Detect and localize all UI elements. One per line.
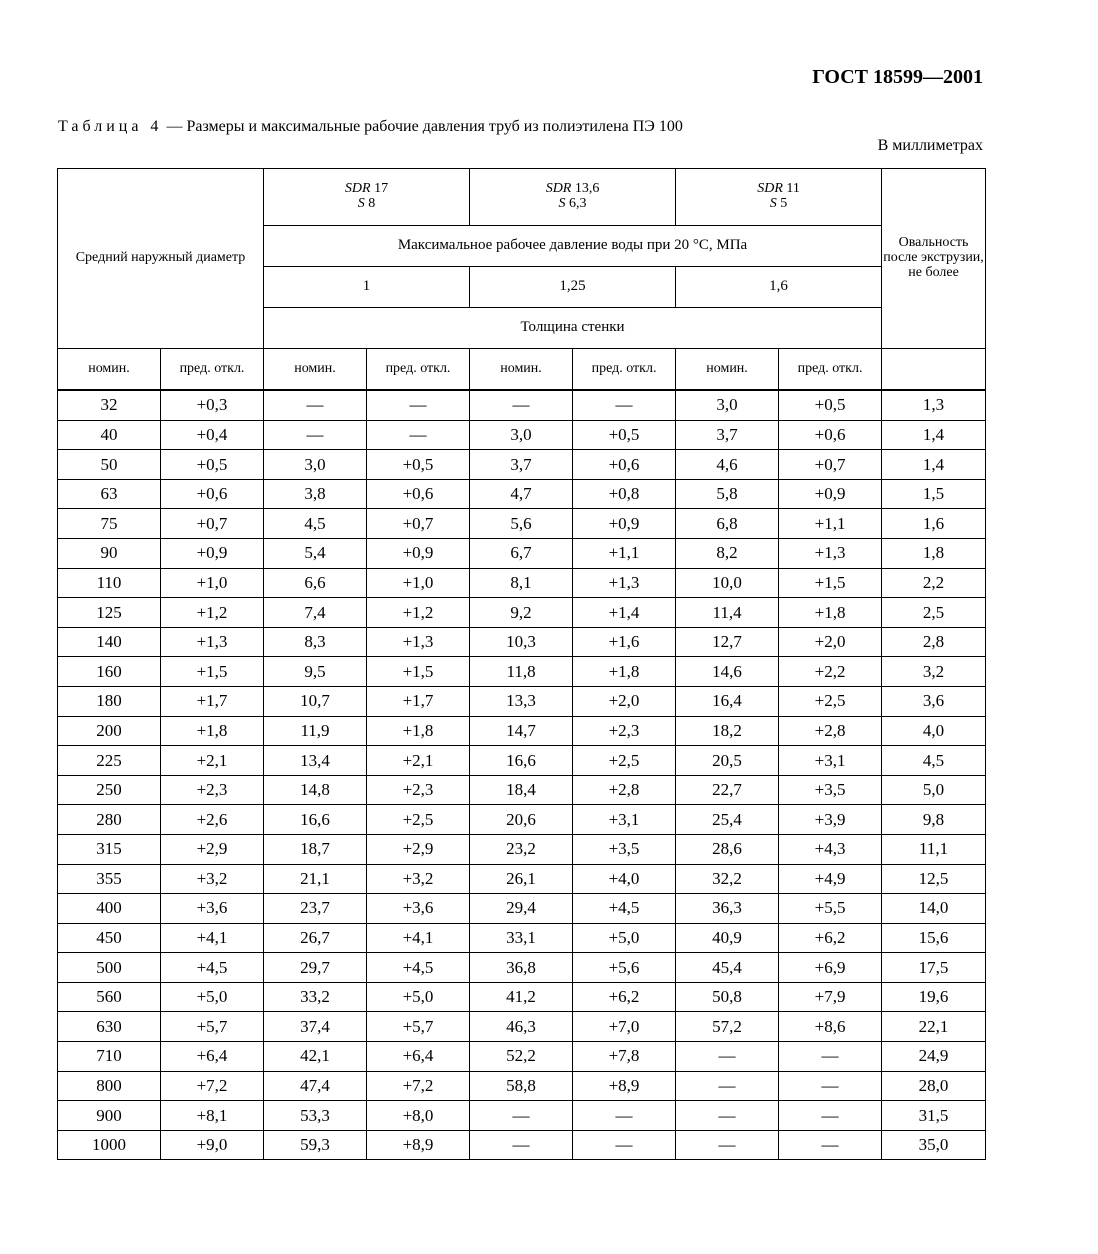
sdr17-wall-nominal: 53,3 [264, 1101, 367, 1131]
s-value: 5 [776, 196, 788, 211]
sdr17-wall-nominal: 33,2 [264, 982, 367, 1012]
sdr17-wall-tolerance: +3,6 [367, 894, 470, 924]
diameter-tolerance: +4,5 [161, 953, 264, 983]
sdr-value: 13,6 [571, 181, 600, 197]
sdr13-6-wall-nominal: 14,7 [470, 716, 573, 746]
table-row [58, 568, 986, 598]
standard-number: ГОСТ 18599—2001 [812, 66, 983, 88]
sdr17-wall-nominal: 47,4 [264, 1071, 367, 1101]
diameter-nominal: 110 [58, 568, 161, 598]
table-caption-text: — Размеры и максимальные рабочие давления труб из полиэтилена ПЭ 100 [162, 118, 683, 135]
sdr13-6-wall-tolerance: +7,8 [573, 1042, 676, 1072]
s-label: S [769, 196, 777, 211]
sdr17-wall-nominal: 10,7 [264, 686, 367, 716]
diameter-nominal: 1000 [58, 1130, 161, 1160]
diameter-nominal: 250 [58, 775, 161, 805]
ovality-value: 1,5 [882, 479, 986, 509]
sdr13-6-wall-tolerance: +2,3 [573, 716, 676, 746]
diameter-tolerance: +1,8 [161, 716, 264, 746]
diameter-tolerance: +5,7 [161, 1012, 264, 1042]
sdr13-6-wall-tolerance: +0,6 [573, 450, 676, 480]
diameter-nominal: 200 [58, 716, 161, 746]
sdr17-wall-nominal: 4,5 [264, 509, 367, 539]
diameter-header: Средний наружный диаметр [58, 169, 264, 349]
sdr11-wall-nominal: 45,4 [676, 953, 779, 983]
sdr13-6-wall-nominal: 6,7 [470, 538, 573, 568]
table-row [58, 1071, 986, 1101]
diameter-nominal: 140 [58, 627, 161, 657]
s-label: S [558, 196, 566, 211]
sdr11-wall-tolerance: +4,9 [779, 864, 882, 894]
sdr13-6-wall-tolerance: +4,0 [573, 864, 676, 894]
sdr17-wall-tolerance: — [367, 420, 470, 450]
diameter-nominal: 800 [58, 1071, 161, 1101]
diameter-tolerance: +6,4 [161, 1042, 264, 1072]
diameter-nominal: 710 [58, 1042, 161, 1072]
table-row [58, 420, 986, 450]
sdr17-wall-nominal: 14,8 [264, 775, 367, 805]
diameter-tolerance: +1,7 [161, 686, 264, 716]
sdr17-wall-tolerance: +2,5 [367, 805, 470, 835]
sdr17-wall-nominal: 13,4 [264, 746, 367, 776]
diameter-nominal: 630 [58, 1012, 161, 1042]
diameter-nominal: 180 [58, 686, 161, 716]
sdr17-wall-tolerance: +3,2 [367, 864, 470, 894]
sdr17-wall-tolerance: +0,6 [367, 479, 470, 509]
sdr11-wall-tolerance: +2,8 [779, 716, 882, 746]
sdr13-6-wall-tolerance: +0,8 [573, 479, 676, 509]
sdr17-wall-nominal: 9,5 [264, 657, 367, 687]
sub-header-nominal: номин. [676, 349, 779, 391]
sdr13-6-wall-nominal: 5,6 [470, 509, 573, 539]
sdr11-wall-nominal: 22,7 [676, 775, 779, 805]
diameter-tolerance: +2,6 [161, 805, 264, 835]
table-row [58, 805, 986, 835]
diameter-nominal: 63 [58, 479, 161, 509]
sdr-group-header [264, 169, 470, 226]
table-row [58, 864, 986, 894]
sdr11-wall-nominal: — [676, 1101, 779, 1131]
sdr13-6-wall-tolerance: +0,9 [573, 509, 676, 539]
sdr11-wall-tolerance: +3,5 [779, 775, 882, 805]
sdr17-wall-nominal: 37,4 [264, 1012, 367, 1042]
sdr13-6-wall-nominal: 23,2 [470, 834, 573, 864]
sdr13-6-wall-tolerance: +7,0 [573, 1012, 676, 1042]
diameter-tolerance: +7,2 [161, 1071, 264, 1101]
sdr11-wall-tolerance: — [779, 1130, 882, 1160]
table-caption [58, 118, 683, 136]
ovality-value: 5,0 [882, 775, 986, 805]
diameter-tolerance: +9,0 [161, 1130, 264, 1160]
table-row [58, 923, 986, 953]
diameter-nominal: 560 [58, 982, 161, 1012]
sdr13-6-wall-tolerance: +1,1 [573, 538, 676, 568]
sdr11-wall-tolerance: — [779, 1101, 882, 1131]
sdr17-wall-tolerance: +1,7 [367, 686, 470, 716]
ovality-value: 2,8 [882, 627, 986, 657]
sdr17-wall-tolerance: +2,1 [367, 746, 470, 776]
sdr13-6-wall-tolerance: +1,6 [573, 627, 676, 657]
pressure-value: 1 [264, 267, 470, 308]
sdr11-wall-tolerance: +8,6 [779, 1012, 882, 1042]
ovality-value: 15,6 [882, 923, 986, 953]
diameter-tolerance: +0,9 [161, 538, 264, 568]
sdr11-wall-tolerance: +5,5 [779, 894, 882, 924]
diameter-tolerance: +3,2 [161, 864, 264, 894]
sdr11-wall-nominal: 3,7 [676, 420, 779, 450]
sdr17-wall-nominal: — [264, 390, 367, 420]
sdr13-6-wall-nominal: 10,3 [470, 627, 573, 657]
sdr11-wall-nominal: 57,2 [676, 1012, 779, 1042]
sdr11-wall-nominal: 4,6 [676, 450, 779, 480]
table-row [58, 834, 986, 864]
sdr17-wall-nominal: 3,8 [264, 479, 367, 509]
sdr11-wall-tolerance: — [779, 1071, 882, 1101]
table-row [58, 716, 986, 746]
sdr11-wall-tolerance: +0,7 [779, 450, 882, 480]
sdr11-wall-nominal: 6,8 [676, 509, 779, 539]
table-row [58, 538, 986, 568]
table-row [58, 1130, 986, 1160]
sdr13-6-wall-nominal: 26,1 [470, 864, 573, 894]
table-caption-prefix: Таблица 4 [58, 118, 163, 135]
ovality-value: 4,5 [882, 746, 986, 776]
table-row [58, 390, 986, 420]
diameter-nominal: 400 [58, 894, 161, 924]
sdr11-wall-tolerance: +4,3 [779, 834, 882, 864]
sdr13-6-wall-nominal: 18,4 [470, 775, 573, 805]
sdr13-6-wall-tolerance: +2,0 [573, 686, 676, 716]
sdr17-wall-nominal: — [264, 420, 367, 450]
sdr11-wall-nominal: 16,4 [676, 686, 779, 716]
sdr13-6-wall-nominal: 16,6 [470, 746, 573, 776]
sdr17-wall-nominal: 11,9 [264, 716, 367, 746]
ovality-value: 12,5 [882, 864, 986, 894]
sdr17-wall-tolerance: +1,3 [367, 627, 470, 657]
table-row [58, 657, 986, 687]
ovality-value: 19,6 [882, 982, 986, 1012]
ovality-value: 1,4 [882, 420, 986, 450]
pressure-header: Максимальное рабочее давление воды при 20 °С, МПа [264, 226, 882, 267]
sdr11-wall-nominal: 40,9 [676, 923, 779, 953]
pipe-dimensions-table [57, 168, 986, 1160]
sub-header-nominal: номин. [470, 349, 573, 391]
sdr17-wall-tolerance: +0,7 [367, 509, 470, 539]
sdr17-wall-tolerance: +1,2 [367, 598, 470, 628]
ovality-value: 9,8 [882, 805, 986, 835]
ovality-value: 3,6 [882, 686, 986, 716]
diameter-tolerance: +1,0 [161, 568, 264, 598]
sdr17-wall-nominal: 59,3 [264, 1130, 367, 1160]
table-body [58, 390, 986, 1160]
sdr11-wall-tolerance: +0,6 [779, 420, 882, 450]
sdr11-wall-nominal: 20,5 [676, 746, 779, 776]
sdr13-6-wall-tolerance: — [573, 390, 676, 420]
table-row [58, 1042, 986, 1072]
wall-thickness-header: Толщина стенки [264, 308, 882, 349]
sdr17-wall-tolerance: +4,1 [367, 923, 470, 953]
sdr17-wall-nominal: 16,6 [264, 805, 367, 835]
sdr11-wall-tolerance: +3,9 [779, 805, 882, 835]
sdr11-wall-tolerance: +0,9 [779, 479, 882, 509]
ovality-value: 17,5 [882, 953, 986, 983]
sdr13-6-wall-tolerance: +6,2 [573, 982, 676, 1012]
sdr11-wall-tolerance: +0,5 [779, 390, 882, 420]
sdr17-wall-tolerance: +1,5 [367, 657, 470, 687]
sdr17-wall-nominal: 26,7 [264, 923, 367, 953]
sub-header-tolerance: пред. откл. [573, 349, 676, 391]
sdr-label: SDR [344, 181, 371, 197]
diameter-tolerance: +2,1 [161, 746, 264, 776]
sdr17-wall-tolerance: +6,4 [367, 1042, 470, 1072]
ovality-value: 1,8 [882, 538, 986, 568]
sdr-label: SDR [545, 181, 572, 197]
diameter-nominal: 500 [58, 953, 161, 983]
diameter-nominal: 75 [58, 509, 161, 539]
diameter-tolerance: +1,5 [161, 657, 264, 687]
sdr13-6-wall-nominal: 3,7 [470, 450, 573, 480]
sdr17-wall-nominal: 21,1 [264, 864, 367, 894]
diameter-tolerance: +0,5 [161, 450, 264, 480]
sdr17-wall-nominal: 8,3 [264, 627, 367, 657]
ovality-value: 11,1 [882, 834, 986, 864]
sdr17-wall-nominal: 5,4 [264, 538, 367, 568]
sdr13-6-wall-tolerance: +1,8 [573, 657, 676, 687]
table-row [58, 1101, 986, 1131]
diameter-tolerance: +1,2 [161, 598, 264, 628]
sdr17-wall-tolerance: +8,9 [367, 1130, 470, 1160]
diameter-tolerance: +1,3 [161, 627, 264, 657]
sdr11-wall-tolerance: +6,9 [779, 953, 882, 983]
sdr13-6-wall-nominal: — [470, 1130, 573, 1160]
sdr13-6-wall-tolerance: +4,5 [573, 894, 676, 924]
sdr-label: SDR [757, 181, 783, 197]
table-row [58, 982, 986, 1012]
sdr13-6-wall-nominal: 36,8 [470, 953, 573, 983]
diameter-nominal: 125 [58, 598, 161, 628]
s-value: 6,3 [565, 196, 587, 211]
sdr17-wall-nominal: 42,1 [264, 1042, 367, 1072]
diameter-tolerance: +0,7 [161, 509, 264, 539]
diameter-nominal: 900 [58, 1101, 161, 1131]
sdr17-wall-tolerance: +2,9 [367, 834, 470, 864]
ovality-header: Овальность после экструзии, не более [882, 169, 986, 349]
table-row [58, 953, 986, 983]
diameter-tolerance: +3,6 [161, 894, 264, 924]
ovality-value: 14,0 [882, 894, 986, 924]
sdr17-wall-tolerance: +5,7 [367, 1012, 470, 1042]
sdr17-wall-tolerance: +4,5 [367, 953, 470, 983]
sdr17-wall-nominal: 7,4 [264, 598, 367, 628]
sdr11-wall-nominal: 32,2 [676, 864, 779, 894]
sdr13-6-wall-tolerance: +1,3 [573, 568, 676, 598]
sdr-value: 17 [370, 181, 389, 197]
ovality-header-spacer [882, 349, 986, 391]
diameter-tolerance: +5,0 [161, 982, 264, 1012]
sdr11-wall-nominal: — [676, 1130, 779, 1160]
ovality-value: 1,3 [882, 390, 986, 420]
sdr11-wall-nominal: 8,2 [676, 538, 779, 568]
sdr13-6-wall-nominal: 11,8 [470, 657, 573, 687]
sdr13-6-wall-nominal: 9,2 [470, 598, 573, 628]
diameter-nominal: 280 [58, 805, 161, 835]
diameter-tolerance: +4,1 [161, 923, 264, 953]
sdr11-wall-tolerance: +6,2 [779, 923, 882, 953]
sdr-group-header [470, 169, 676, 226]
table-row [58, 746, 986, 776]
table-row [58, 450, 986, 480]
diameter-nominal: 40 [58, 420, 161, 450]
diameter-nominal: 450 [58, 923, 161, 953]
sdr13-6-wall-tolerance: +2,8 [573, 775, 676, 805]
sdr13-6-wall-nominal: 52,2 [470, 1042, 573, 1072]
ovality-value: 35,0 [882, 1130, 986, 1160]
sdr11-wall-nominal: 5,8 [676, 479, 779, 509]
sdr11-wall-tolerance: +2,5 [779, 686, 882, 716]
ovality-value: 1,4 [882, 450, 986, 480]
sdr13-6-wall-nominal: 33,1 [470, 923, 573, 953]
sdr17-wall-tolerance: +0,5 [367, 450, 470, 480]
sdr11-wall-nominal: — [676, 1071, 779, 1101]
sub-header-tolerance: пред. откл. [779, 349, 882, 391]
table-row [58, 1012, 986, 1042]
sdr17-wall-tolerance: +2,3 [367, 775, 470, 805]
sdr17-wall-nominal: 23,7 [264, 894, 367, 924]
sdr11-wall-nominal: 11,4 [676, 598, 779, 628]
ovality-value: 28,0 [882, 1071, 986, 1101]
ovality-value: 22,1 [882, 1012, 986, 1042]
sdr11-wall-nominal: 18,2 [676, 716, 779, 746]
diameter-nominal: 32 [58, 390, 161, 420]
sdr13-6-wall-nominal: — [470, 1101, 573, 1131]
sdr17-wall-nominal: 3,0 [264, 450, 367, 480]
ovality-value: 2,5 [882, 598, 986, 628]
sdr13-6-wall-tolerance: — [573, 1130, 676, 1160]
sub-header-nominal: номин. [264, 349, 367, 391]
sdr13-6-wall-tolerance: +2,5 [573, 746, 676, 776]
ovality-value: 4,0 [882, 716, 986, 746]
table-row [58, 627, 986, 657]
sdr11-wall-nominal: 14,6 [676, 657, 779, 687]
s-label: S [357, 196, 365, 211]
s-value: 8 [364, 196, 376, 211]
sdr11-wall-tolerance: +1,3 [779, 538, 882, 568]
sdr13-6-wall-nominal: — [470, 390, 573, 420]
diameter-nominal: 50 [58, 450, 161, 480]
diameter-nominal: 225 [58, 746, 161, 776]
sdr11-wall-nominal: 10,0 [676, 568, 779, 598]
sdr17-wall-nominal: 6,6 [264, 568, 367, 598]
ovality-value: 1,6 [882, 509, 986, 539]
ovality-value: 24,9 [882, 1042, 986, 1072]
diameter-nominal: 160 [58, 657, 161, 687]
diameter-tolerance: +2,3 [161, 775, 264, 805]
sdr11-wall-nominal: 12,7 [676, 627, 779, 657]
sub-header-tolerance: пред. откл. [161, 349, 264, 391]
sdr13-6-wall-tolerance: +5,0 [573, 923, 676, 953]
diameter-nominal: 90 [58, 538, 161, 568]
diameter-tolerance: +0,4 [161, 420, 264, 450]
sdr11-wall-tolerance: +3,1 [779, 746, 882, 776]
pressure-value: 1,6 [676, 267, 882, 308]
sdr13-6-wall-nominal: 3,0 [470, 420, 573, 450]
sdr11-wall-tolerance: +1,1 [779, 509, 882, 539]
sdr11-wall-nominal: 28,6 [676, 834, 779, 864]
sdr13-6-wall-tolerance: +3,5 [573, 834, 676, 864]
sdr13-6-wall-tolerance: +8,9 [573, 1071, 676, 1101]
sdr17-wall-tolerance: +1,0 [367, 568, 470, 598]
sdr-value: 11 [782, 181, 800, 197]
sdr11-wall-nominal: 36,3 [676, 894, 779, 924]
ovality-value: 31,5 [882, 1101, 986, 1131]
diameter-tolerance: +0,3 [161, 390, 264, 420]
ovality-value: 3,2 [882, 657, 986, 687]
sdr11-wall-nominal: 25,4 [676, 805, 779, 835]
sdr17-wall-nominal: 29,7 [264, 953, 367, 983]
sdr17-wall-tolerance: +7,2 [367, 1071, 470, 1101]
sdr13-6-wall-tolerance: +3,1 [573, 805, 676, 835]
table-row [58, 686, 986, 716]
sdr13-6-wall-tolerance: — [573, 1101, 676, 1131]
sdr11-wall-nominal: 50,8 [676, 982, 779, 1012]
sdr17-wall-tolerance: +1,8 [367, 716, 470, 746]
sub-header-nominal: номин. [58, 349, 161, 391]
sdr13-6-wall-nominal: 13,3 [470, 686, 573, 716]
sdr17-wall-tolerance: — [367, 390, 470, 420]
units-note: В миллиметрах [877, 137, 983, 154]
table-row [58, 775, 986, 805]
sdr13-6-wall-tolerance: +1,4 [573, 598, 676, 628]
sdr17-wall-tolerance: +8,0 [367, 1101, 470, 1131]
sdr11-wall-tolerance: +2,2 [779, 657, 882, 687]
sub-header-tolerance: пред. откл. [367, 349, 470, 391]
sdr11-wall-tolerance: +1,5 [779, 568, 882, 598]
sdr13-6-wall-nominal: 58,8 [470, 1071, 573, 1101]
table-row [58, 479, 986, 509]
sdr13-6-wall-nominal: 4,7 [470, 479, 573, 509]
sdr17-wall-tolerance: +5,0 [367, 982, 470, 1012]
sdr11-wall-tolerance: +2,0 [779, 627, 882, 657]
sdr-group-header [676, 169, 882, 226]
sdr13-6-wall-nominal: 46,3 [470, 1012, 573, 1042]
sdr11-wall-tolerance: +1,8 [779, 598, 882, 628]
table-header [58, 169, 986, 391]
sdr13-6-wall-nominal: 8,1 [470, 568, 573, 598]
diameter-tolerance: +2,9 [161, 834, 264, 864]
sdr17-wall-tolerance: +0,9 [367, 538, 470, 568]
table-row [58, 598, 986, 628]
diameter-tolerance: +0,6 [161, 479, 264, 509]
sdr11-wall-nominal: — [676, 1042, 779, 1072]
sdr17-wall-nominal: 18,7 [264, 834, 367, 864]
pressure-value: 1,25 [470, 267, 676, 308]
ovality-value: 2,2 [882, 568, 986, 598]
sdr11-wall-nominal: 3,0 [676, 390, 779, 420]
diameter-tolerance: +8,1 [161, 1101, 264, 1131]
sdr13-6-wall-tolerance: +5,6 [573, 953, 676, 983]
diameter-nominal: 355 [58, 864, 161, 894]
sdr13-6-wall-nominal: 20,6 [470, 805, 573, 835]
diameter-nominal: 315 [58, 834, 161, 864]
sdr13-6-wall-nominal: 41,2 [470, 982, 573, 1012]
sdr11-wall-tolerance: +7,9 [779, 982, 882, 1012]
sdr13-6-wall-nominal: 29,4 [470, 894, 573, 924]
table-row [58, 894, 986, 924]
sdr13-6-wall-tolerance: +0,5 [573, 420, 676, 450]
table-row [58, 509, 986, 539]
sdr11-wall-tolerance: — [779, 1042, 882, 1072]
